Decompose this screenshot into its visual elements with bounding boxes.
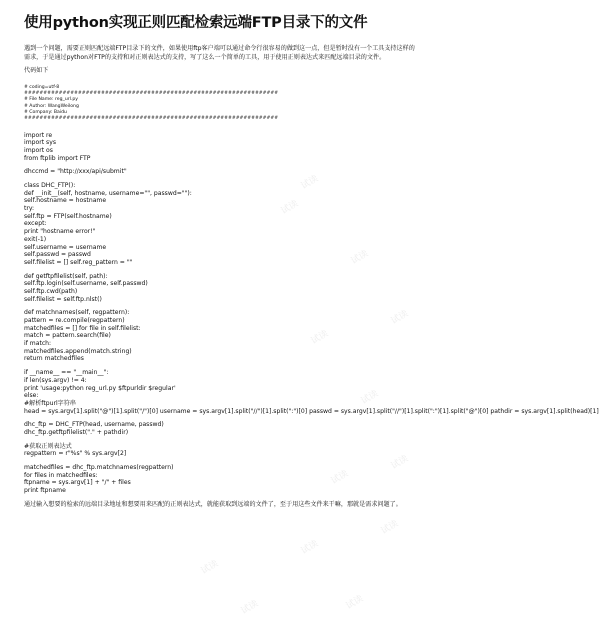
- watermark-text: 试读: [359, 388, 381, 407]
- code-label: 代码如下: [24, 67, 49, 75]
- code-line: dhccmd = "http://xxx/api/submit": [24, 168, 127, 176]
- code-line: for files in matchedfiles:: [24, 471, 98, 479]
- code-line: dhc_ftp.getftpfilelist("." + pathdir): [24, 428, 129, 436]
- watermark-text: 试读: [389, 453, 411, 472]
- code-line: if match:: [24, 340, 52, 348]
- code-line: match = pattern.search(file): [24, 332, 111, 340]
- watermark-text: 试读: [239, 598, 261, 617]
- code-line: def getftpfilelist(self, path):: [24, 272, 108, 280]
- watermark-text: 试读: [379, 518, 401, 537]
- code-line: import os: [24, 146, 53, 154]
- watermark-text: 试读: [299, 173, 321, 192]
- code-listing: [24, 131, 599, 495]
- code-block: [24, 168, 418, 176]
- code-header-line: # Author: WangWeilong: [24, 103, 79, 109]
- code-line: self.ftp = FTP(self.hostname): [24, 212, 112, 220]
- code-line: self.hostname = hostname: [24, 197, 107, 205]
- watermark-text: 试读: [309, 328, 331, 347]
- watermark-text: 试读: [199, 558, 221, 577]
- code-line: self.filelist = [] self.reg_pattern = "": [24, 258, 133, 266]
- code-line: self.filelist = self.ftp.nlst(): [24, 295, 102, 303]
- code-line: dhc_ftp = DHC_FTP(head, username, passwd): [24, 421, 164, 429]
- code-header-line: # File Name: reg_url.py: [24, 97, 79, 103]
- code-block: [24, 273, 418, 304]
- code-line: ftpname = sys.argv[1] + "/" + files: [24, 479, 131, 487]
- code-header-block: [24, 85, 418, 123]
- code-line: matchedfiles = dhc_ftp.matchnames(regpattern): [24, 464, 174, 471]
- closing-paragraph: 通过输入想要的检索的远端目录地址和想要用来匹配的正则表达式，就能获取到远端的文件了，至于用这些文件来干嘛，那就是需求问题了。: [24, 500, 402, 508]
- code-line: try:: [24, 205, 35, 213]
- code-header-line: ##################################################################: [24, 91, 279, 97]
- code-line: from ftplib import FTP: [24, 154, 91, 162]
- code-line: except:: [24, 220, 47, 228]
- code-block: [24, 443, 418, 458]
- code-line: matchedfiles.append(match.string): [24, 347, 132, 355]
- code-line: def __init__(self, hostname, username="", passwd=""):: [24, 189, 192, 197]
- code-line: #获取正则表达式: [24, 442, 72, 450]
- code-line: if len(sys.argv) != 4:: [24, 376, 87, 384]
- watermark-text: 试读: [344, 593, 366, 612]
- code-line: print 'usage:python reg_url.py $ftpurldir $regular': [24, 384, 176, 392]
- code-block: [24, 464, 418, 495]
- code-line: class DHC_FTP():: [24, 182, 76, 189]
- code-line: matchedfiles = [] for file in self.filelist:: [24, 324, 141, 332]
- code-block: [24, 309, 418, 363]
- watermark-text: 试读: [329, 468, 351, 487]
- code-line: print "hostname error!": [24, 228, 96, 236]
- intro-paragraph: 遇到一个问题，需要正则匹配远端FTP目录下的文件，如果使用ftp客户端可以通过命令行很容易的做到这一点，但是暂时没有一个工具支持这样的需求，于是通过python对FTP的支持和对正则表达式的支持，写了这么一个简单的工具，用于使用正则表达式来匹配远端目录的文件。: [24, 45, 415, 61]
- watermark-text: 试读: [349, 248, 371, 267]
- code-header-line: # coding=utf-8: [24, 84, 60, 90]
- code-line: import re: [24, 131, 53, 139]
- code-line: pattern = re.compile(regpattern): [24, 317, 125, 324]
- watermark-text: 试读: [279, 198, 301, 217]
- page-title: 使用python实现正则匹配检索远端FTP目录下的文件: [24, 15, 368, 31]
- code-line: return matchedfiles: [24, 355, 84, 363]
- code-line: self.username = username: [24, 243, 107, 251]
- document-page: [24, 14, 599, 515]
- code-header-line: ##################################################################: [24, 116, 279, 122]
- code-line: print ftpname: [24, 487, 66, 495]
- code-line: import sys: [24, 139, 57, 147]
- code-line: else:: [24, 392, 39, 400]
- code-line: self.ftp.login(self.username, self.passwd): [24, 280, 148, 288]
- code-block: [24, 421, 418, 436]
- code-block: [24, 132, 418, 163]
- code-block: [24, 182, 418, 267]
- code-line: #解析ftpurl字符串: [24, 399, 76, 407]
- code-line: regpattern = r"%s" % sys.argv[2]: [24, 450, 127, 458]
- watermark-text: 试读: [299, 538, 321, 557]
- code-line: self.ftp.cwd(path): [24, 287, 78, 295]
- code-line: if __name__ == "__main__":: [24, 369, 109, 377]
- watermark-text: 试读: [389, 308, 411, 327]
- code-line: exit(-1): [24, 235, 47, 243]
- code-line: head = sys.argv[1].split("@")[1].split("/")[0] username = sys.argv[1].split("//")[1].split(":")[0] passwd = sys.argv[1].split("//")[1].split(":")[1].split("@")[0] pathdir = sys.argv[1].split(head)[1]: [24, 407, 599, 415]
- code-line: def matchnames(self, regpattern):: [24, 309, 130, 317]
- code-header-line: # Company: Baidu: [24, 109, 67, 115]
- code-line: self.passwd = passwd: [24, 251, 91, 259]
- code-block: [24, 369, 599, 415]
